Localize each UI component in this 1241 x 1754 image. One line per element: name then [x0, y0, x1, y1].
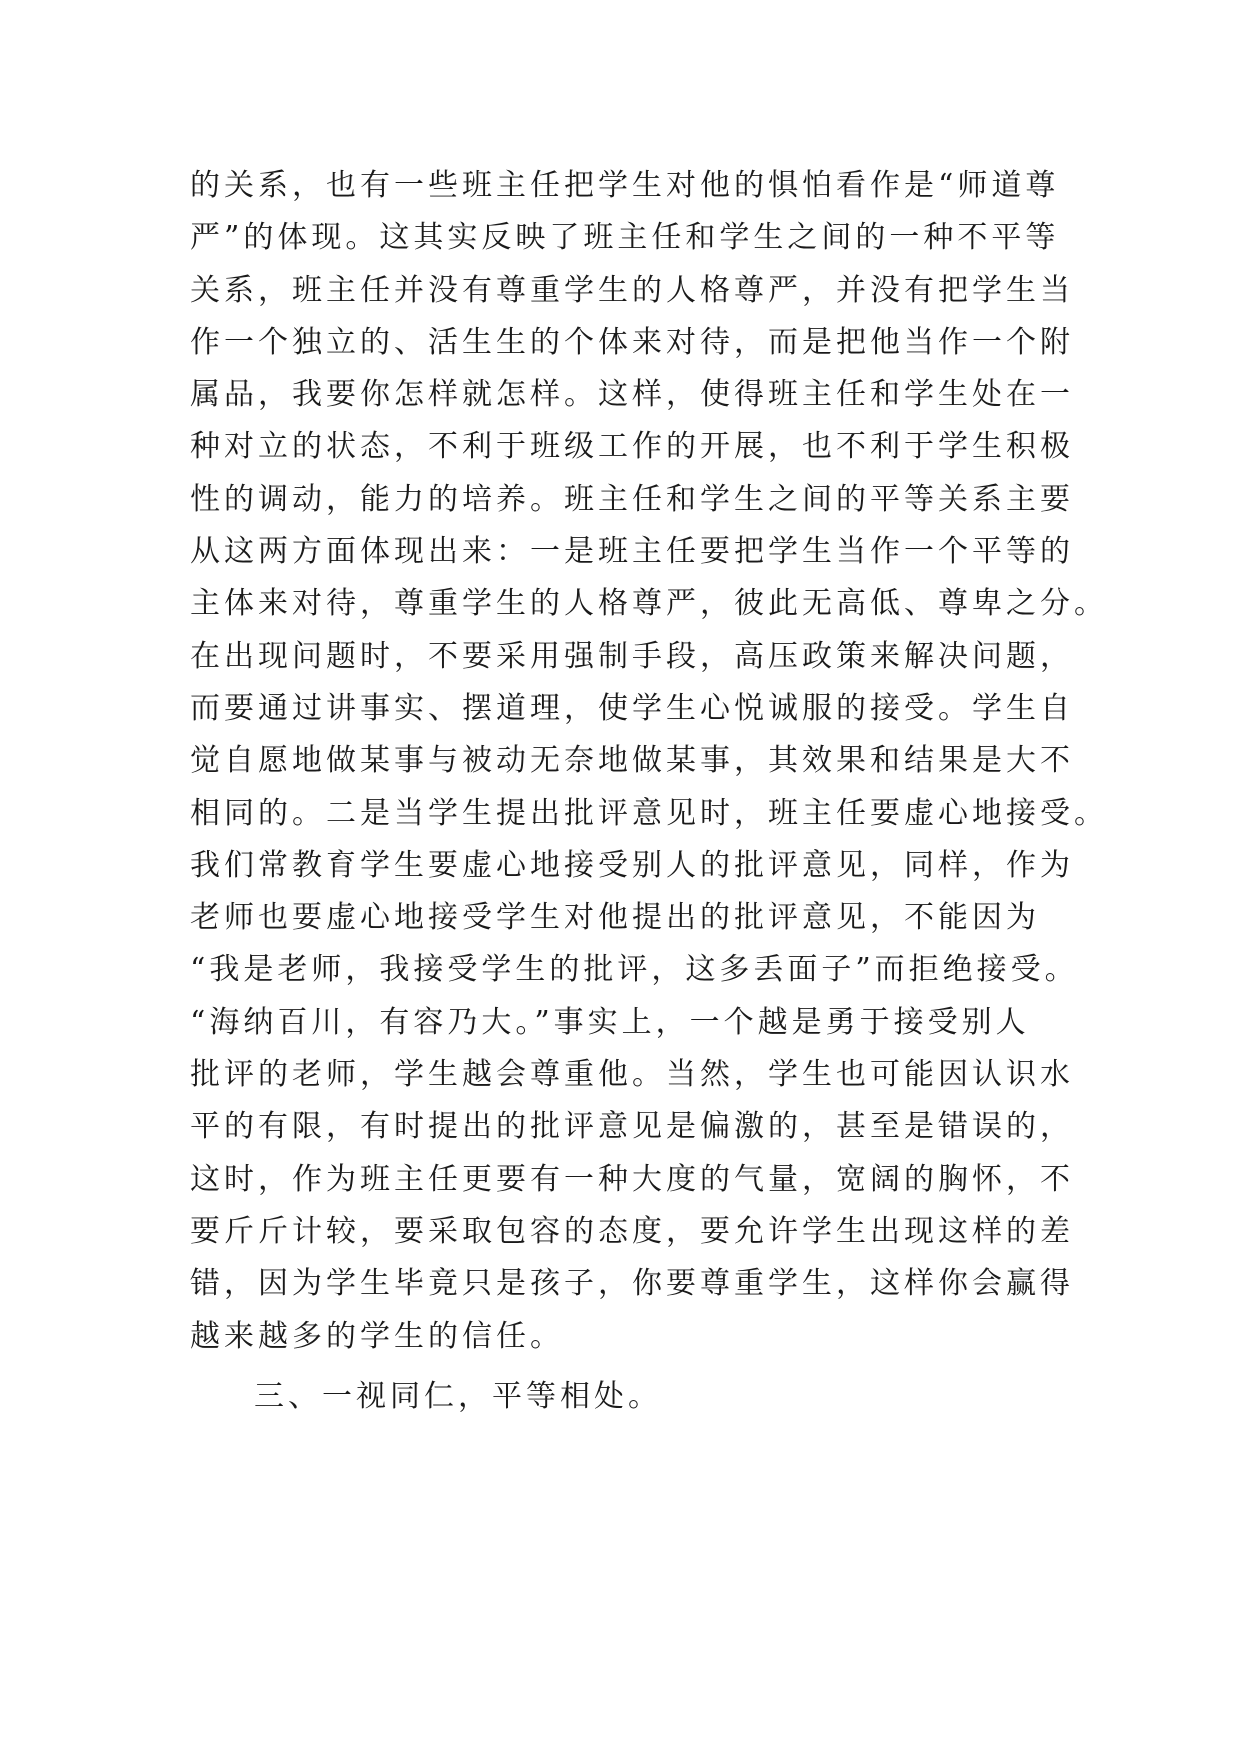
- text-line: 关系，班主任并没有尊重学生的人格尊严，并没有把学生当: [190, 272, 1074, 308]
- text-line: “海纳百川，有容乃大。”事实上，一个越是勇于接受别人: [190, 1004, 1030, 1040]
- text-line: 属品，我要你怎样就怎样。这样，使得班主任和学生处在一: [190, 377, 1074, 413]
- text-line: 要斤斤计较，要采取包容的态度，要允许学生出现这样的差: [190, 1213, 1074, 1249]
- text-line: 平的有限，有时提出的批评意见是偏激的，甚至是错误的，: [190, 1109, 1074, 1145]
- text-line: 这时，作为班主任更要有一种大度的气量，宽阔的胸怀，不: [190, 1161, 1074, 1197]
- text-line: 批评的老师，学生越会尊重他。当然，学生也可能因认识水: [190, 1057, 1074, 1093]
- text-line: 从这两方面体现出来：一是班主任要把学生当作一个平等的: [190, 534, 1074, 570]
- text-line: 主体来对待，尊重学生的人格尊严，彼此无高低、尊卑之分。: [190, 586, 1108, 622]
- text-line: 错，因为学生毕竟只是孩子，你要尊重学生，这样你会赢得: [190, 1266, 1074, 1302]
- text-line: 性的调动，能力的培养。班主任和学生之间的平等关系主要: [190, 481, 1074, 517]
- text-line: 觉自愿地做某事与被动无奈地做某事，其效果和结果是大不: [190, 743, 1074, 779]
- body-text: [190, 160, 1108, 1423]
- text-line: 老师也要虚心地接受学生对他提出的批评意见，不能因为: [190, 900, 1040, 936]
- text-line: 严”的体现。这其实反映了班主任和学生之间的一种不平等: [190, 220, 1060, 256]
- text-line: 我们常教育学生要虚心地接受别人的批评意见，同样，作为: [190, 847, 1074, 883]
- text-line: 在出现问题时，不要采用强制手段，高压政策来解决问题，: [190, 638, 1074, 674]
- text-line: 作一个独立的、活生生的个体来对待，而是把他当作一个附: [190, 324, 1074, 360]
- text-line: “我是老师，我接受学生的批评，这多丢面子”而拒绝接受。: [190, 952, 1079, 988]
- text-line: 种对立的状态，不利于班级工作的开展，也不利于学生积极: [190, 429, 1074, 465]
- text-line: 而要通过讲事实、摆道理，使学生心悦诚服的接受。学生自: [190, 690, 1074, 726]
- text-line: 越来越多的学生的信任。: [190, 1318, 564, 1354]
- section-heading: 三、一视同仁，平等相处。: [254, 1378, 662, 1414]
- text-line: 的关系，也有一些班主任把学生对他的惧怕看作是“师道尊: [190, 168, 1060, 203]
- text-line: 相同的。二是当学生提出批评意见时，班主任要虚心地接受。: [190, 795, 1108, 831]
